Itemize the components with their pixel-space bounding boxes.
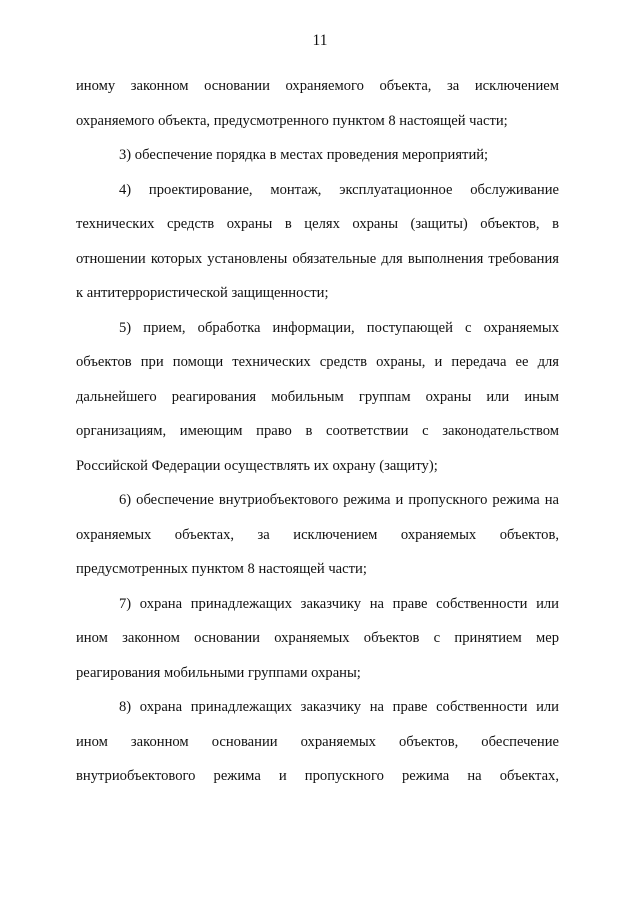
paragraph-item-7: 7) охрана принадлежащих заказчику на праве собственности или ином законном основании охраняемых объектов с принятием мер реагирования мобильными группами охраны;: [76, 595, 559, 681]
paragraph-continuation: иному законном основании охраняемого объекта, за исключением охраняемого объекта, предусмотренного пунктом 8 настоящей части;: [76, 78, 559, 129]
paragraph-item-5: 5) прием, обработка информации, поступающей с охраняемых объектов при помощи технических средств охраны, и передача ее для дальнейшего реагирования мобильным группам охраны или иным организациям, имеющим право в соответствии с законодательством Российской Федерации осуществлять их охрану (защиту);: [76, 319, 559, 474]
paragraph-item-3: 3) обеспечение порядка в местах проведения мероприятий;: [119, 147, 489, 163]
page-number: 11: [312, 32, 328, 49]
paragraph-item-4: 4) проектирование, монтаж, эксплуатационное обслуживание технических средств охраны в целях охраны (защиты) объектов, в отношении которых установлены обязательные для выполнения требования к антитеррористической защищенности;: [76, 181, 559, 301]
paragraph-item-6: 6) обеспечение внутриобъектового режима и пропускного режима на охраняемых объектах, за исключением охраняемых объектов, предусмотренных пунктом 8 настоящей части;: [76, 492, 559, 577]
paragraph-item-8: 8) охрана принадлежащих заказчику на праве собственности или ином законном основании охраняемых объектов, обеспечение внутриобъектового режима и пропускного режима на объектах,: [76, 699, 559, 784]
document-body: [76, 69, 559, 794]
